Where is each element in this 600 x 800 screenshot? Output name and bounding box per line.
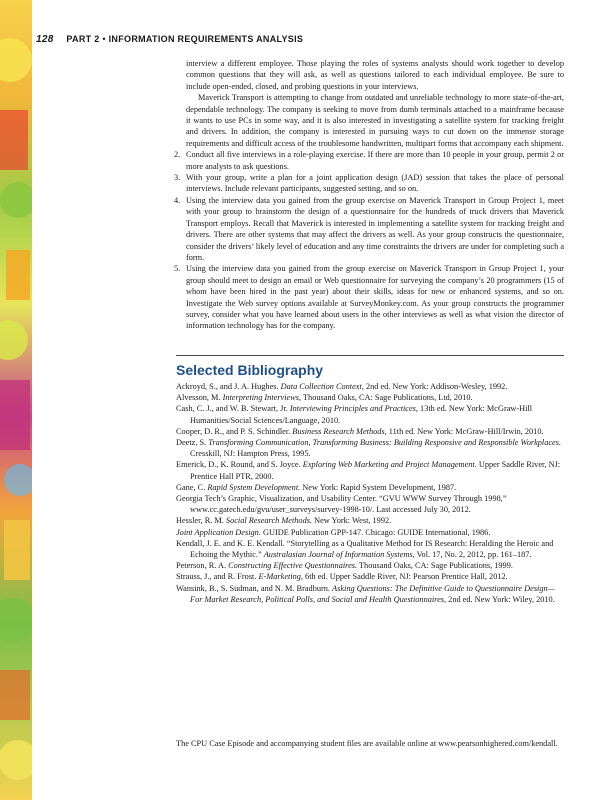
section-divider (176, 355, 564, 356)
bib-entry: Gane, C. Rapid System Development. New York: Rapid System Development, 1987. (176, 482, 457, 492)
decorative-shapes (0, 0, 32, 800)
decorative-color-stripe (0, 0, 32, 800)
list-item: 3. With your group, write a plan for a joint application design (JAD) session that takes the place of personal interviews. Include relevant participants, suggested setting, and so on. (174, 173, 564, 194)
list-item: 4. Using the interview data you gained from the group exercise on Maverick Transport in Group Project 1, meet with your group to brainstorm the design of a questionnaire for the hundreds of truck drivers that Maverick Transport employs. Recall that Maverick is interested in implementing a satellite system for tracking freight and drivers. There are other systems that may affect the drivers as well. As your group constructs the questionnaire, consider the drivers’ likely level of education and any time constraints the drivers are under for completing such a form. (174, 195, 564, 262)
bib-entry: Alvesson, M. Interpreting Interviews, Thousand Oaks, CA: Sage Publications, Ltd, 2010. (176, 393, 473, 403)
bibliography-heading: Selected Bibliography (176, 362, 324, 378)
exercise-list (176, 149, 564, 332)
intro-paragraph: interview a different employee. Those playing the roles of systems analysts should work together to develop common questions that they will ask, as well as questions tailored to each individual employee. Be sure to include open-ended, closed, and probing questions in your interviews. (186, 59, 564, 91)
header-bullet: • (102, 34, 106, 44)
page-number: 128 (36, 34, 54, 45)
bib-entry: Strauss, J., and R. Frost. E-Marketing, 6th ed. Upper Saddle River, NJ: Pearson Prentice Hall, 2012. (176, 572, 508, 582)
bib-entry: Joint Application Design. GUIDE Publication GPP-147. Chicago: GUIDE International, 1986. (176, 527, 491, 537)
bib-entry: Kendall, J. E. and K. E. Kendall. “Storytelling as a Qualitative Method for IS Research: Heralding the Heroic and Echoing the Mythic.” Australasian Journal of Information Systems, Vol. 17, No. 2, 2012, pp. 161–187. (176, 538, 554, 560)
bib-entry: Wansink, B., S. Sudman, and N. M. Bradburn. Asking Questions: The Definitive Guide to Questionnaire Design—For Market Research, Political Polls, and Social and Health Questionnaires, 2nd ed. New York: Wiley, 2010. (176, 583, 556, 604)
bib-entry: Peterson, R. A. Constructing Effective Questionnaires. Thousand Oaks, CA: Sage Publications, 1999. (176, 561, 513, 571)
maverick-paragraph: Maverick Transport is attempting to change from outdated and unreliable technology to more state-of-the-art, dependable technology. The company is seeking to move from dumb terminals attached to a mainframe because it wants to use PCs in some way, and it is also interested in investigating a satellite system for tracking freight and drivers. In addition, the company is interested in pursuing ways to cut down on the immense storage requirements and difficult access of the troublesome handwritten, multipart forms that accompany each shipment. (186, 93, 564, 148)
list-item: 2. Conduct all five interviews in a role-playing exercise. If there are more than 10 people in your group, permit 2 or more analysts to ask questions. (174, 150, 564, 171)
bibliography-list (176, 381, 564, 605)
bib-entry: Hessler, R. M. Social Research Methods. New York: West, 1992. (176, 516, 392, 526)
running-header (36, 34, 556, 48)
part-label: PART 2 (66, 34, 100, 44)
bib-entry: Emerick, D., K. Round, and S. Joyce. Exploring Web Marketing and Project Management. Upper Saddle River, NJ: Prentice Hall PTR, 2000. (176, 460, 561, 481)
bib-entry: Georgia Tech’s Graphic, Visualization, and Usability Center. “GVU WWW Survey Through 1998,” www.cc.gatech.edu/gvu/user_surveys/survey-1998-10/. Last accessed July 30, 2012. (176, 494, 507, 515)
bib-entry: Cash, C. J., and W. B. Stewart, Jr. Interviewing Principles and Practices, 13th ed. New York: McGraw-Hill Humanities/Social Sciences/Language, 2010. (176, 404, 533, 425)
list-item: 5. Using the interview data you gained from the group exercise on Maverick Transport in Group Project 1, your group should meet to design an email or Web questionnaire for surveying the company’s 20 programmers (15 of whom have been hired in the past year) about their skills, ideas for new or enhanced systems, and so on. Investigate the Web survey options available at SurveyMonkey.com. As your group constructs the programmer survey, consider what you have learned about users in the other interviews as well as what vision the director of information technology has for the company. (174, 264, 564, 331)
exercise-text (176, 58, 564, 332)
bib-entry: Deetz, S. Transforming Communication, Transforming Business: Building Responsive and Responsible Workplaces. Cresskill, NJ: Hampton Press, 1995. (176, 438, 562, 459)
section-title: INFORMATION REQUIREMENTS ANALYSIS (108, 34, 304, 44)
bib-entry: Cooper, D. R., and P. S. Schindler. Business Research Methods, 11th ed. New York: McGraw-Hill/Irwin, 2010. (176, 426, 544, 436)
bib-entry: Ackroyd, S., and J. A. Hughes. Data Collection Context, 2nd ed. New York: Addison-Wesley, 1992. (176, 382, 508, 391)
footer-note: The CPU Case Episode and accompanying student files are available online at www.pearsonhighered.com/kendall. (176, 739, 558, 748)
